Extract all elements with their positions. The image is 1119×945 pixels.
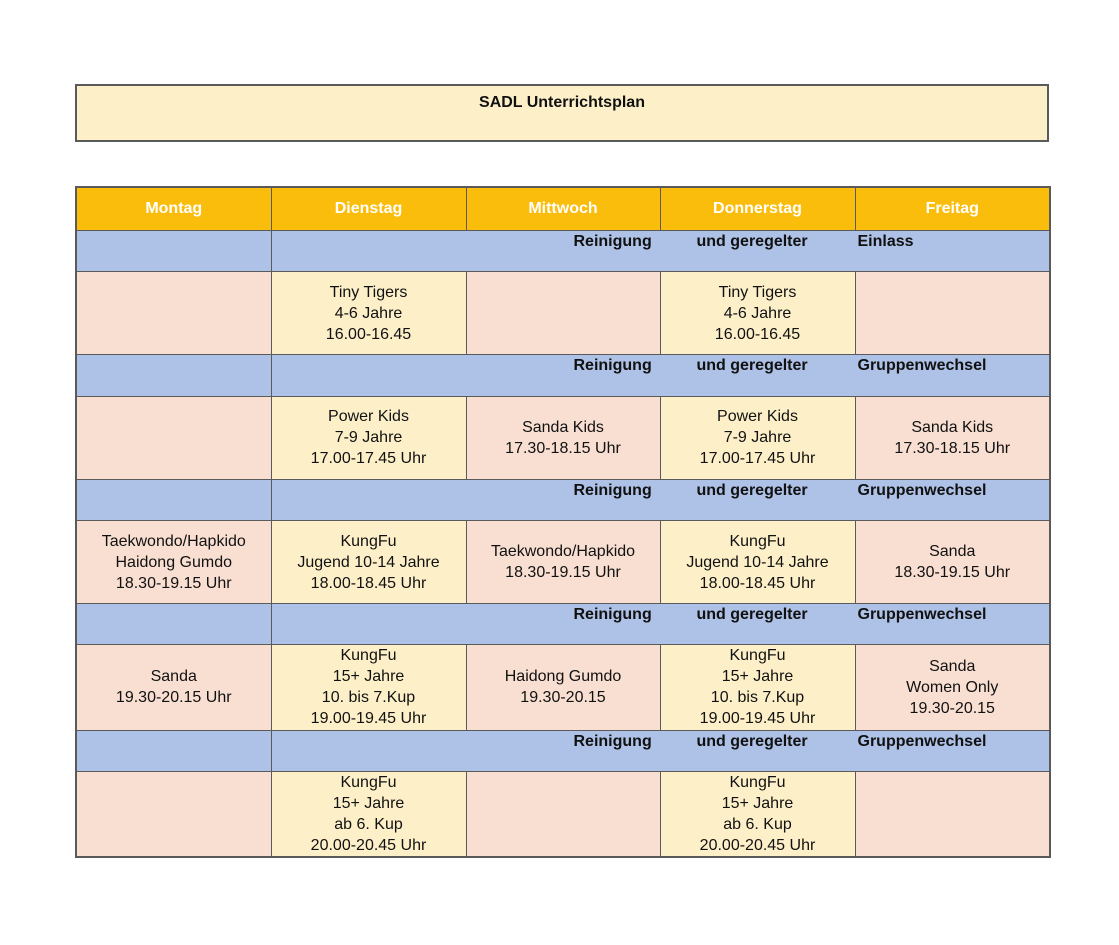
class-info-line: Taekwondo/Hapkido <box>490 543 636 561</box>
class-info-line: Sanda <box>929 543 976 561</box>
class-info-line: Haidong Gumdo <box>115 553 232 571</box>
class-cell-donnerstag <box>660 771 855 857</box>
class-cell-montag <box>76 645 271 730</box>
class-info-line: 18.30-19.15 Uhr <box>894 564 1011 582</box>
class-info-line: 15+ Jahre <box>332 668 405 686</box>
class-info-line: 4-6 Jahre <box>723 304 792 322</box>
class-cell-mittwoch <box>466 645 660 730</box>
class-cell-donnerstag <box>660 272 855 355</box>
class-cell-donnerstag <box>660 645 855 730</box>
class-info-line: 18.30-19.15 Uhr <box>505 564 621 582</box>
class-info-line: Haidong Gumdo <box>504 668 622 686</box>
class-info-line: 16.00-16.45 <box>325 325 412 343</box>
class-info-line: 15+ Jahre <box>721 668 794 686</box>
class-cell-dienstag <box>271 645 466 730</box>
class-info-line: KungFu <box>729 773 786 791</box>
class-info-line: Power Kids <box>717 408 798 426</box>
cleaning-band <box>76 730 1050 771</box>
class-info-line: ab 6. Kup <box>723 815 792 833</box>
class-cell-dienstag <box>271 396 466 479</box>
cleaning-band <box>76 355 1050 396</box>
band-word: Reinigung <box>573 481 652 499</box>
class-info-line: Jugend 10-14 Jahre <box>686 553 829 571</box>
band-word: Einlass <box>857 233 914 250</box>
class-info-line: Jugend 10-14 Jahre <box>297 553 440 571</box>
day-header-mittwoch: Mittwoch <box>466 187 660 231</box>
class-cell-mittwoch <box>466 520 660 603</box>
class-info-line: 10. bis 7.Kup <box>321 689 416 707</box>
class-info-line: 15+ Jahre <box>721 794 794 812</box>
class-info-line: 20.00-20.45 Uhr <box>699 836 816 854</box>
class-info-line: 19.00-19.45 Uhr <box>699 710 816 728</box>
band-word: und geregelter <box>696 606 808 624</box>
schedule-table <box>75 186 1051 858</box>
class-info-line: KungFu <box>340 532 397 550</box>
time-slot-row <box>76 396 1050 479</box>
class-cell-mittwoch <box>466 272 660 355</box>
class-info-line: 19.00-19.45 Uhr <box>310 710 427 728</box>
class-info-line: 7-9 Jahre <box>723 429 792 447</box>
class-info-line: 17.00-17.45 Uhr <box>310 450 427 468</box>
class-info-line: 18.00-18.45 Uhr <box>310 574 427 592</box>
class-info-line: 19.30-20.15 <box>520 689 606 707</box>
band-day-cell <box>76 355 271 396</box>
band-day-cell <box>76 730 271 771</box>
class-info-line: 17.30-18.15 Uhr <box>505 439 621 457</box>
class-info-line: Sanda <box>929 657 976 675</box>
cleaning-band <box>76 604 1050 645</box>
class-info-line: 7-9 Jahre <box>334 429 403 447</box>
class-cell-montag <box>76 272 271 355</box>
band-word: Reinigung <box>573 732 652 750</box>
class-cell-dienstag <box>271 520 466 603</box>
band-text-cell <box>271 730 1050 771</box>
class-info-line: Tiny Tigers <box>718 283 797 301</box>
band-word: Gruppenwechsel <box>857 481 987 499</box>
class-info-line: 16.00-16.45 <box>714 325 801 343</box>
cleaning-band <box>76 231 1050 272</box>
page-title: SADL Unterrichtsplan <box>479 94 645 111</box>
title-box <box>75 84 1049 142</box>
class-info-line: KungFu <box>729 647 786 665</box>
class-cell-mittwoch <box>466 396 660 479</box>
class-cell-freitag <box>855 645 1050 730</box>
band-word: Gruppenwechsel <box>857 732 987 750</box>
time-slot-row <box>76 272 1050 355</box>
band-day-cell <box>76 604 271 645</box>
time-slot-row <box>76 645 1050 730</box>
class-cell-donnerstag <box>660 396 855 479</box>
class-cell-freitag <box>855 520 1050 603</box>
class-info-line: 18.30-19.15 Uhr <box>115 574 232 592</box>
day-header-row <box>76 187 1050 231</box>
class-info-line: Power Kids <box>328 408 409 426</box>
class-info-line: Women Only <box>906 678 999 696</box>
class-cell-mittwoch <box>466 771 660 857</box>
band-text-cell <box>271 479 1050 520</box>
band-text-cell <box>271 604 1050 645</box>
day-header-montag: Montag <box>76 187 271 231</box>
class-info-line: Sanda Kids <box>522 418 604 436</box>
class-info-line: 17.00-17.45 Uhr <box>699 450 816 468</box>
class-info-line: KungFu <box>729 532 786 550</box>
band-word: und geregelter <box>696 357 808 375</box>
class-cell-donnerstag <box>660 520 855 603</box>
day-header-freitag: Freitag <box>855 187 1050 231</box>
cleaning-band <box>76 479 1050 520</box>
class-info-line: 20.00-20.45 Uhr <box>310 836 427 854</box>
band-word: und geregelter <box>696 732 808 750</box>
band-word: Reinigung <box>573 233 652 250</box>
class-info-line: 18.00-18.45 Uhr <box>699 574 816 592</box>
band-text-cell <box>271 231 1050 272</box>
class-info-line: KungFu <box>340 773 397 791</box>
day-header-dienstag: Dienstag <box>271 187 466 231</box>
class-cell-dienstag <box>271 272 466 355</box>
class-info-line: 19.30-20.15 Uhr <box>115 689 232 707</box>
class-cell-freitag <box>855 771 1050 857</box>
class-cell-freitag <box>855 272 1050 355</box>
time-slot-row <box>76 520 1050 603</box>
class-info-line: 19.30-20.15 <box>909 699 995 717</box>
class-cell-montag <box>76 771 271 857</box>
band-word: Reinigung <box>573 606 652 624</box>
day-header-donnerstag: Donnerstag <box>660 187 855 231</box>
band-day-cell <box>76 479 271 520</box>
class-info-line: Sanda Kids <box>911 418 994 436</box>
class-info-line: ab 6. Kup <box>334 815 403 833</box>
class-info-line: Taekwondo/Hapkido <box>101 532 246 550</box>
band-word: und geregelter <box>696 233 808 250</box>
class-info-line: Sanda <box>150 668 197 686</box>
band-word: Reinigung <box>573 357 652 375</box>
band-day-cell <box>76 231 271 272</box>
class-info-line: KungFu <box>340 647 397 665</box>
class-info-line: 10. bis 7.Kup <box>710 689 805 707</box>
class-cell-freitag <box>855 396 1050 479</box>
class-info-line: 15+ Jahre <box>332 794 405 812</box>
class-info-line: 17.30-18.15 Uhr <box>894 439 1011 457</box>
band-word: Gruppenwechsel <box>857 606 987 624</box>
class-cell-dienstag <box>271 771 466 857</box>
class-cell-montag <box>76 396 271 479</box>
class-cell-montag <box>76 520 271 603</box>
class-info-line: 4-6 Jahre <box>334 304 403 322</box>
band-word: Gruppenwechsel <box>857 357 987 375</box>
class-info-line: Tiny Tigers <box>329 283 408 301</box>
band-word: und geregelter <box>696 481 808 499</box>
band-text-cell <box>271 355 1050 396</box>
time-slot-row <box>76 771 1050 857</box>
